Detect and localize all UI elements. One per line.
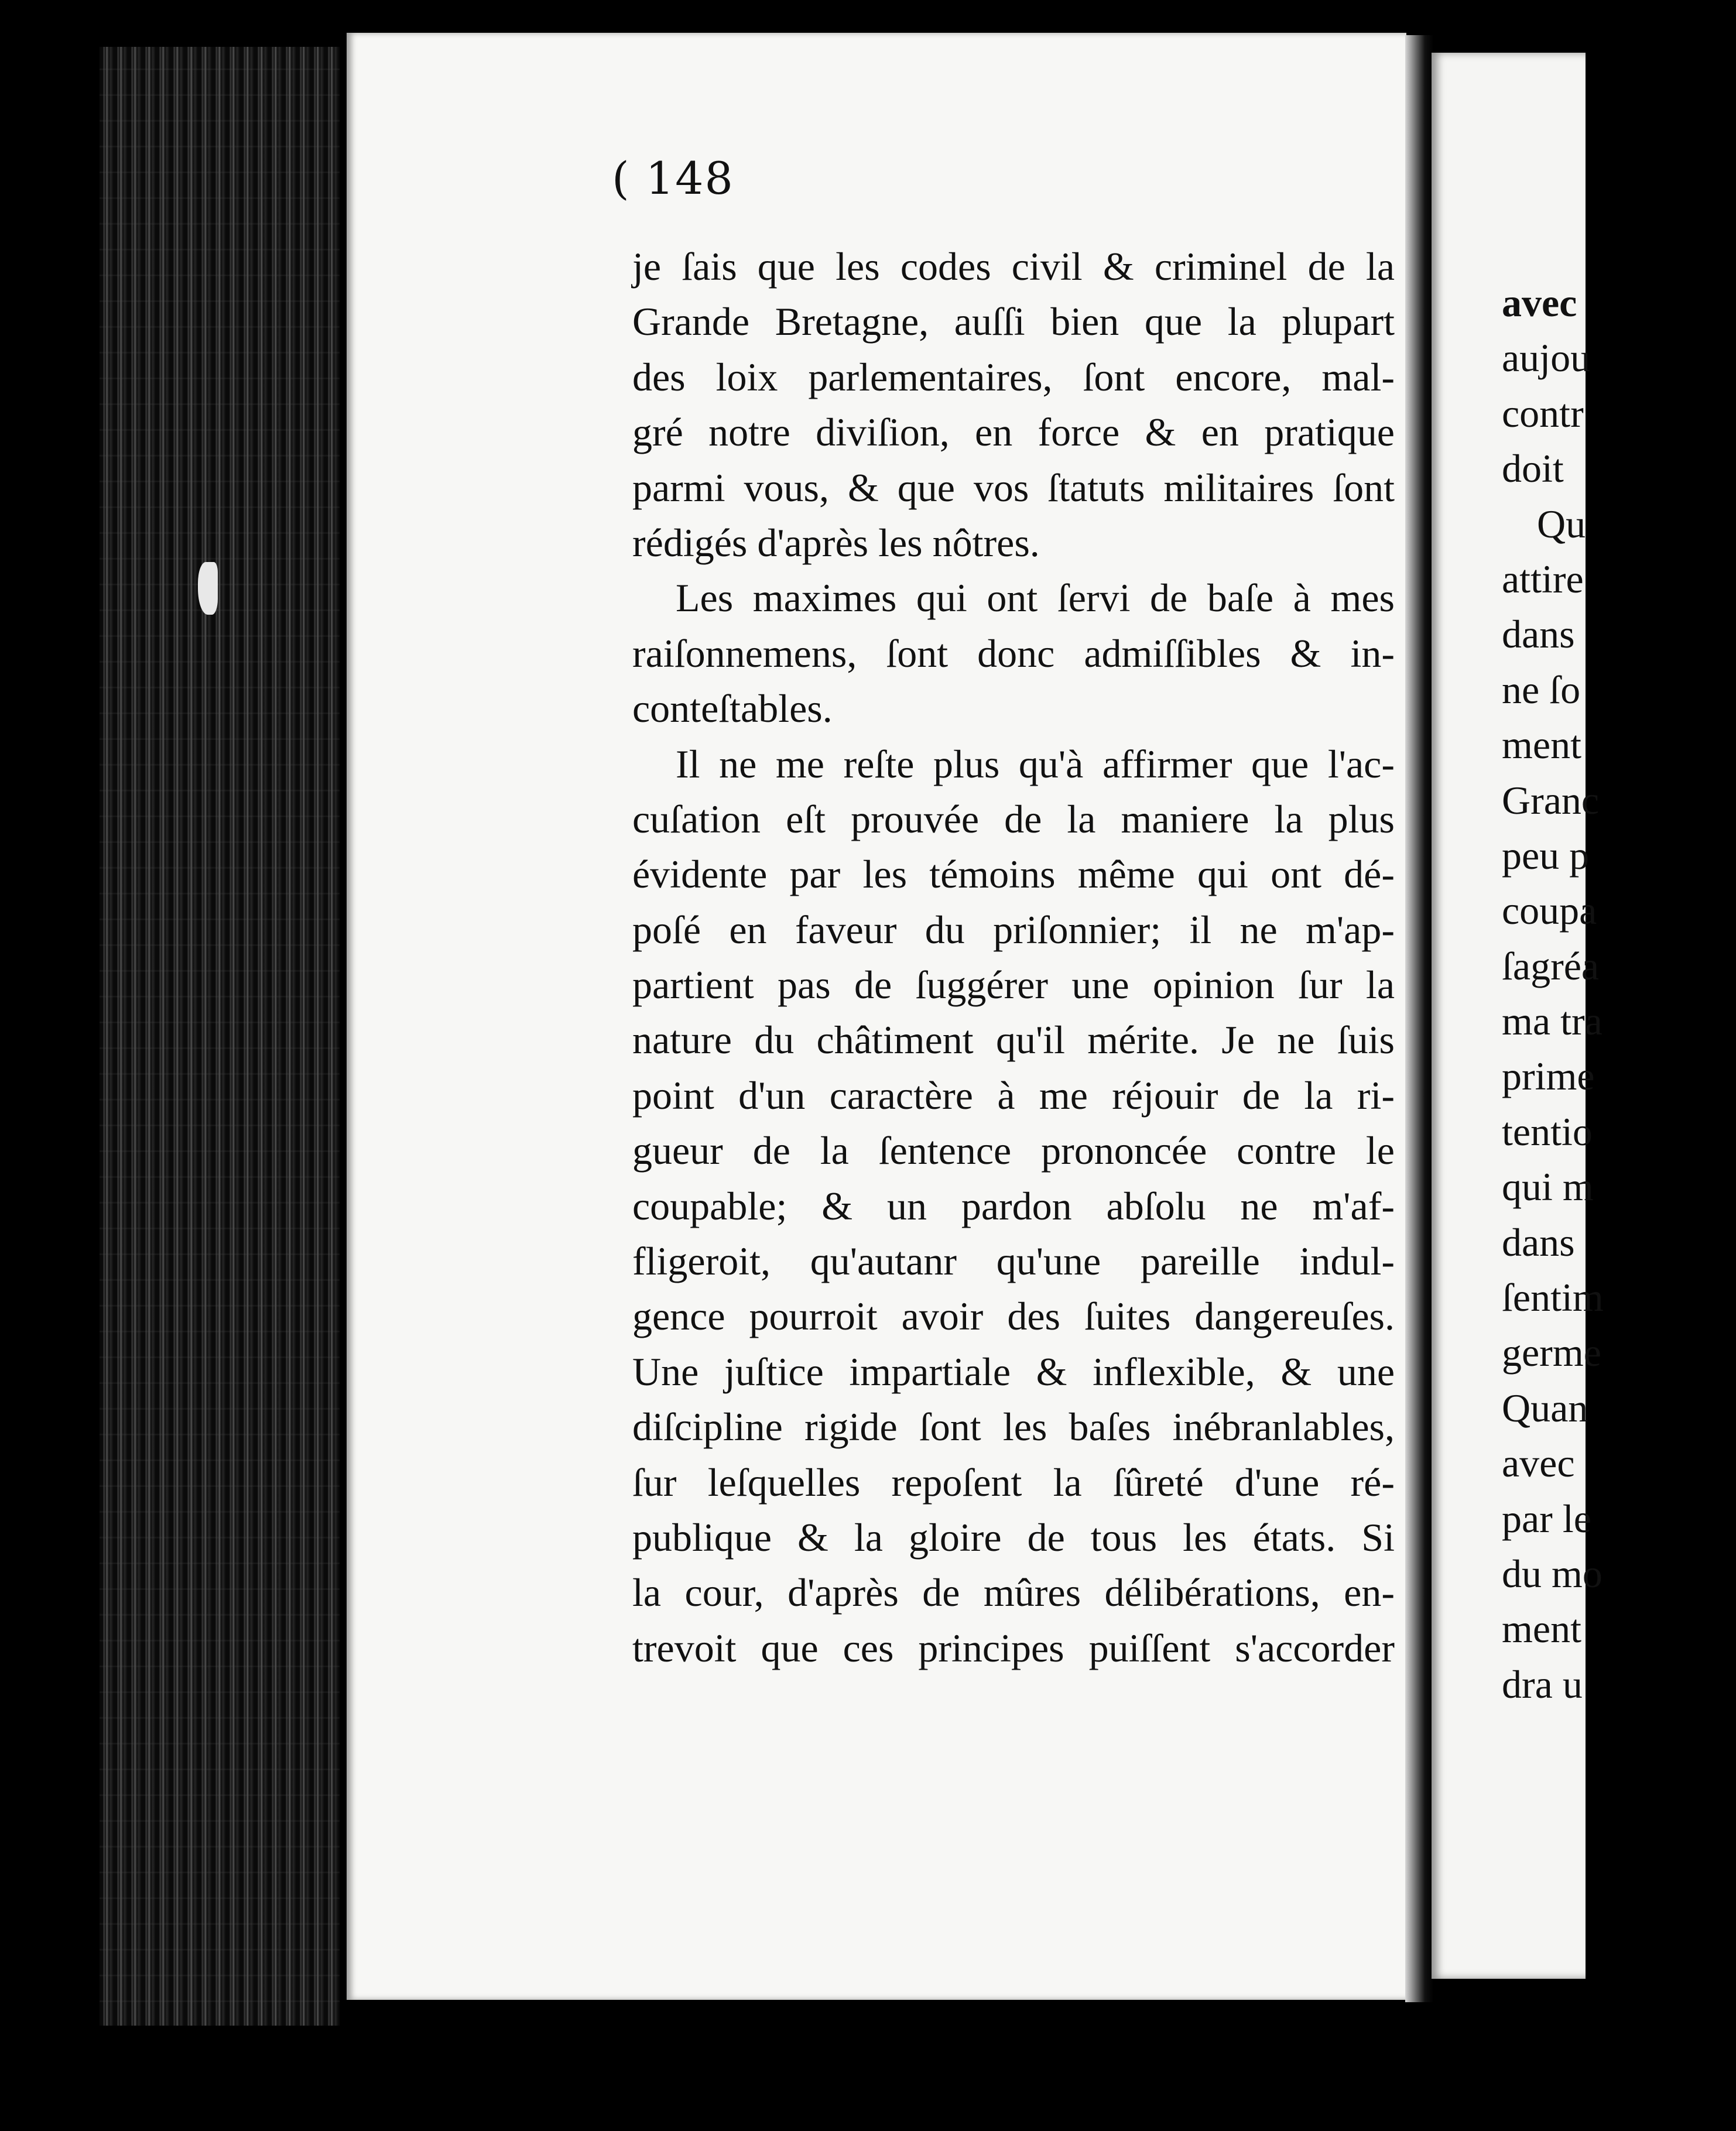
facing-text-line: coupa (1502, 888, 1597, 933)
facing-text-line: du mo (1502, 1551, 1603, 1596)
text-line: la cour, d'après de mûres délibérations, en- (632, 1570, 1395, 1615)
text-line: gence pourroit avoir des ſuites dangereuſes. (632, 1294, 1395, 1339)
facing-text-line: ne ſo (1502, 667, 1581, 712)
text-line: point d'un caractère à me réjouir de la ri- (632, 1073, 1395, 1118)
text-line: je ſais que les codes civil & criminel de la (632, 244, 1395, 289)
facing-text-line: ma tra (1502, 999, 1603, 1044)
text-line: conteſtables. (632, 686, 833, 731)
text-line: nature du châtiment qu'il mérite. Je ne ſuis (632, 1017, 1395, 1063)
text-line: rédigés d'après les nôtres. (632, 520, 1040, 565)
facing-text-line: ment (1502, 722, 1581, 768)
text-line: des loix parlementaires, ſont encore, mal- (632, 354, 1395, 399)
text-line: parmi vous, & que vos ſtatuts militaires ſont (632, 465, 1395, 510)
page-edge-tab (198, 562, 218, 615)
facing-text-line: dans (1502, 612, 1575, 657)
text-line: Les maximes qui ont ſervi de baſe à mes (676, 575, 1395, 621)
text-line: raiſonnemens, ſont donc admiſſibles & in- (632, 631, 1395, 676)
facing-text-line: tentio (1502, 1109, 1593, 1154)
facing-text-line: ſagréa (1502, 943, 1600, 988)
facing-text-line: peu p (1502, 832, 1590, 878)
facing-text-line: Granc (1502, 777, 1600, 823)
text-line: coupable; & un pardon abſolu ne m'af- (632, 1183, 1395, 1228)
text-line: trevoit que ces principes puiſſent s'accorder (632, 1625, 1395, 1670)
facing-page-text (1502, 275, 1736, 1712)
facing-text-line: avec (1502, 1441, 1575, 1486)
text-line: évidente par les témoins même qui ont dé- (632, 852, 1395, 897)
text-line: Grande Bretagne, auſſi bien que la plupart (632, 299, 1395, 344)
text-line: publique & la gloire de tous les états. Si (632, 1515, 1395, 1560)
facing-text-line: Quan (1502, 1385, 1588, 1430)
facing-text-line: dans (1502, 1219, 1575, 1265)
text-line: poſé en faveur du priſonnier; il ne m'ap- (632, 907, 1395, 952)
facing-text-line: qui m (1502, 1164, 1594, 1210)
facing-page (1432, 53, 1604, 1979)
text-line: Il ne me reſte plus qu'à affirmer que l'ac- (676, 741, 1395, 786)
text-line: diſcipline rigide ſont les baſes inébranlables, (632, 1404, 1395, 1450)
text-line: gueur de la ſentence prononcée contre le (632, 1128, 1395, 1173)
page-number: ( 148 (612, 152, 734, 204)
page-edge-stack (100, 47, 340, 2026)
facing-text-line: avec (1502, 280, 1577, 325)
text-line: Une juſtice impartiale & inflexible, & une (632, 1349, 1395, 1394)
facing-text-line: contr (1502, 390, 1584, 436)
facing-text-line: ment (1502, 1606, 1581, 1652)
page-body-text (632, 239, 1395, 1676)
facing-text-line: par le (1502, 1496, 1591, 1541)
facing-text-line: aujou (1502, 335, 1591, 381)
facing-text-line: germe (1502, 1330, 1601, 1375)
facing-text-line: doit (1502, 446, 1564, 491)
text-line: gré notre diviſion, en force & en pratique (632, 410, 1395, 455)
facing-text-line: ſentim (1502, 1275, 1604, 1320)
text-line: partient pas de ſuggérer une opinion ſur la (632, 962, 1395, 1008)
facing-text-line: dra u (1502, 1661, 1583, 1707)
facing-text-line: prime (1502, 1054, 1595, 1099)
facing-text-line: Qu (1537, 501, 1586, 546)
facing-text-line: attire (1502, 556, 1584, 601)
gutter-shadow (1405, 35, 1433, 2002)
text-line: cuſation eſt prouvée de la maniere la plus (632, 796, 1395, 841)
text-line: fligeroit, qu'autanr qu'une pareille indul- (632, 1239, 1395, 1284)
text-line: ſur leſquelles repoſent la ſûreté d'une ré- (632, 1460, 1395, 1505)
